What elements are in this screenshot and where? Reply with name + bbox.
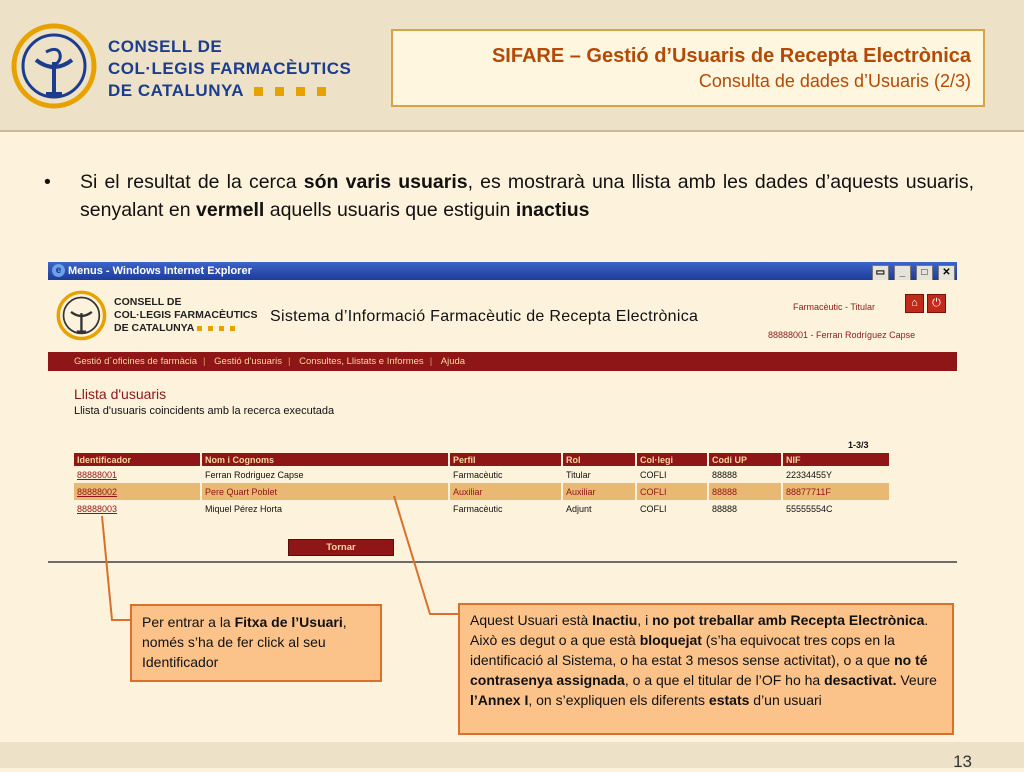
section-subtitle: Llista d'usuaris coincidents amb la recerca executada — [74, 405, 335, 417]
user-id: 88888001 - Ferran Rodríguez Capse — [768, 330, 916, 340]
bullet-icon: • — [44, 171, 51, 193]
minimize-button[interactable]: _ — [894, 265, 911, 281]
cell-nif: 55555554C — [782, 500, 890, 517]
back-button[interactable]: Tornar — [288, 539, 394, 556]
cell-college: COFLI — [636, 500, 708, 517]
app-logo — [56, 290, 266, 345]
column-header[interactable]: NIF — [782, 453, 890, 466]
window-controls — [870, 263, 955, 281]
app-title: Sistema d’Informació Farmacèutic de Recepta Electrònica — [270, 308, 699, 325]
section-title: Llista d'usuaris — [74, 386, 167, 402]
nav-item-pharmacies[interactable]: Gestió d´oficines de farmàcia — [74, 356, 198, 367]
cell-name: Pere Quart Poblet — [201, 483, 449, 500]
cell-name: Miquel Pérez Horta — [201, 500, 449, 517]
slide-header — [0, 0, 1024, 130]
cell-college: COFLI — [636, 466, 708, 483]
callout-user-file: Per entrar a la Fitxa de l’Usuari, només s’ha de fer click al seu Identificador — [130, 604, 382, 682]
bullet-paragraph — [44, 168, 975, 224]
logo-squares — [197, 322, 241, 334]
cell-nif: 22334455Y — [782, 466, 890, 483]
window-title: Menus - Windows Internet Explorer — [68, 265, 252, 277]
cell-up-code: 88888 — [708, 466, 782, 483]
close-button[interactable]: ✕ — [938, 265, 955, 281]
user-id-link[interactable]: 88888002 — [77, 486, 118, 497]
caduceus-logo-icon — [10, 22, 100, 112]
app-logo-text — [114, 296, 258, 335]
council-logo — [10, 22, 370, 112]
restore-tab-icon[interactable]: ▭ — [872, 265, 889, 281]
caduceus-logo-icon — [56, 290, 108, 342]
internet-explorer-icon: e — [52, 264, 65, 277]
cell-up-code: 88888 — [708, 500, 782, 517]
cell-name: Ferran Rodriguez Capse — [201, 466, 449, 483]
app-page — [48, 280, 957, 562]
user-id-link[interactable]: 88888001 — [77, 469, 118, 480]
header-divider — [0, 130, 1024, 132]
column-header[interactable]: Identificador — [74, 453, 201, 466]
logo-line: DE CATALUNYA — [114, 322, 258, 335]
power-icon[interactable]: ⏻ — [927, 294, 946, 313]
cell-profile: Farmacèutic — [449, 466, 562, 483]
table-row — [74, 466, 890, 483]
logo-line: COL·LEGIS FARMACÈUTICS — [114, 309, 258, 321]
users-table — [74, 453, 891, 517]
cell-role: Auxiliar — [562, 483, 636, 500]
user-id-link[interactable]: 88888003 — [77, 503, 118, 514]
table-header-row — [74, 453, 890, 466]
slide-subtitle: Consulta de dades d’Usuaris (2/3) — [698, 71, 971, 91]
cell-up-code: 88888 — [708, 483, 782, 500]
slide-footer — [0, 742, 1024, 768]
pager: 1-3/3 — [848, 440, 869, 450]
nav-item-reports[interactable]: Consultes, Llistats e Informes — [299, 356, 424, 367]
browser-titlebar[interactable] — [48, 262, 957, 280]
browser-window — [48, 262, 957, 562]
callout-inactive-user: Aquest Usuari està Inactiu, i no pot treballar amb Recepta Electrònica. Això es degut o a que està bloquejat (s’ha equivocat tres cops en la identificació al Sistema, o ha estat 3 mesos sense activitat), o a que no té contrasenya assignada, o a que el titular de l’OF ho ha desactivat. Veure l’Annex I, on s’expliquen els diferents estats d’un usuari — [458, 603, 954, 735]
cell-nif: 88877711F — [782, 483, 890, 500]
column-header[interactable]: Nom i Cognoms — [201, 453, 449, 466]
column-header[interactable]: Rol — [562, 453, 636, 466]
column-header[interactable]: Col·legi — [636, 453, 708, 466]
column-header[interactable]: Perfil — [449, 453, 562, 466]
slide-title-box — [391, 29, 985, 107]
home-icon[interactable]: ⌂ — [905, 294, 924, 313]
logo-line: CONSELL DE — [114, 296, 182, 308]
logo-line: DE CATALUNYA — [108, 80, 351, 102]
council-logo-text — [108, 36, 351, 102]
table-row-inactive — [74, 483, 890, 500]
browser-bottom-border — [48, 561, 957, 563]
main-nav: Gestió d´oficines de farmàcia | Gestió d'usuaris | Consultes, Llistats e Informes | Ajuda — [48, 352, 957, 371]
cell-profile: Farmacèutic — [449, 500, 562, 517]
cell-role: Titular — [562, 466, 636, 483]
logo-line: COL·LEGIS FARMACÈUTICS — [108, 59, 352, 78]
column-header[interactable]: Codi UP — [708, 453, 782, 466]
bullet-text: Si el resultat de la cerca són varis usuaris, es mostrarà una llista amb les dades d’aquests usuaris, senyalant en vermell aquells usuaris que estiguin inactius — [80, 171, 975, 221]
user-role: Farmacèutic - Titular — [793, 302, 876, 312]
cell-role: Adjunt — [562, 500, 636, 517]
page-number: 13 — [953, 752, 972, 771]
cell-profile: Auxiliar — [449, 483, 562, 500]
table-row — [74, 500, 890, 517]
nav-item-help[interactable]: Ajuda — [440, 356, 466, 367]
logo-line: CONSELL DE — [108, 37, 223, 56]
maximize-button[interactable]: □ — [916, 265, 933, 281]
nav-item-users[interactable]: Gestió d'usuaris — [214, 356, 282, 367]
slide-title: SIFARE – Gestió d’Usuaris de Recepta Electrònica — [491, 45, 971, 67]
cell-college: COFLI — [636, 483, 708, 500]
logo-squares — [254, 80, 338, 102]
